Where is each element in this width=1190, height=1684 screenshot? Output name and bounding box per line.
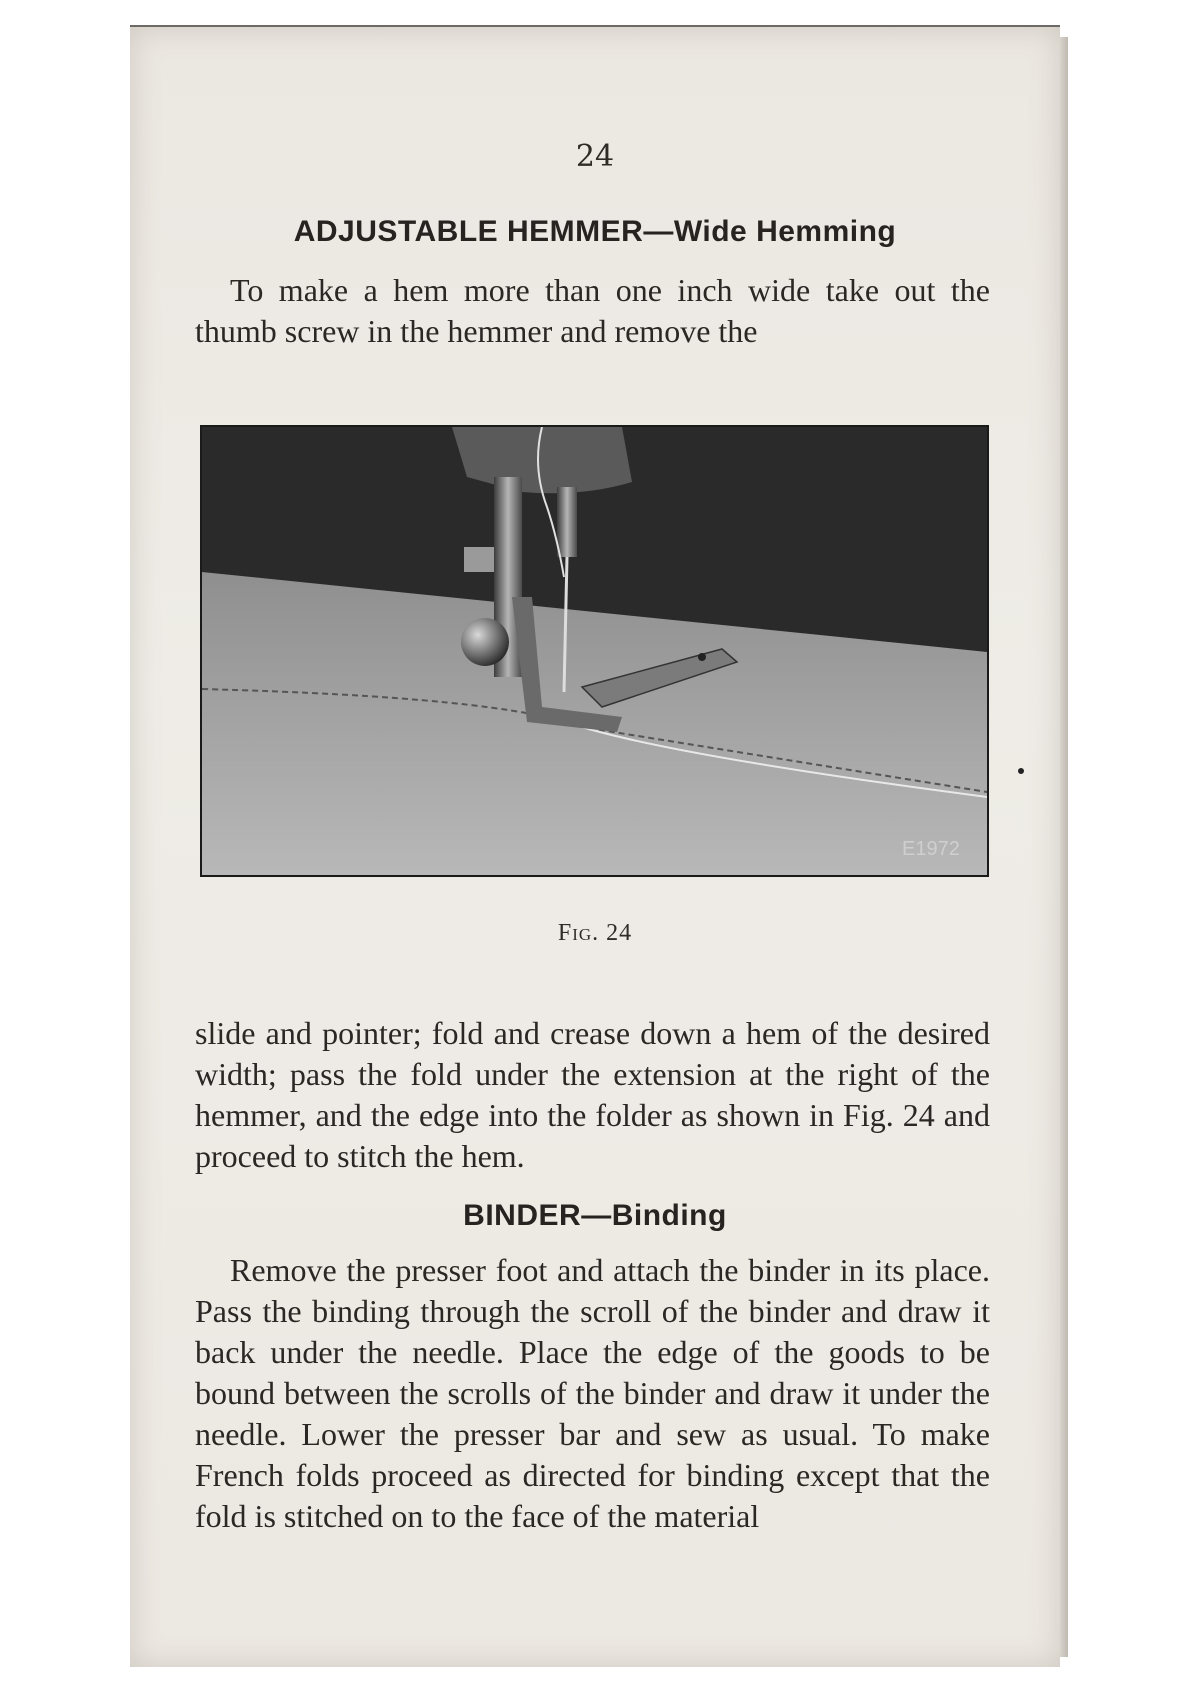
paragraph-hemmer-continued: slide and pointer; fold and crease down a hem of the desired width; pass the fold under the extension at the right of the hemmer, and the edge into the folder as shown in Fig. 24 and proceed to stitch the hem. — [195, 1015, 990, 1174]
heading-dash: — — [581, 1199, 612, 1232]
heading-dash: — — [643, 215, 674, 248]
needle-bar — [557, 487, 577, 557]
extension-screw — [698, 653, 706, 661]
page-edge — [1060, 37, 1068, 1657]
heading-main: BINDER — [463, 1199, 582, 1232]
heading-main: ADJUSTABLE HEMMER — [293, 215, 644, 248]
heading-sub: Binding — [611, 1199, 727, 1232]
book-page — [130, 25, 1060, 1667]
paragraph-binder: Remove the presser foot and attach the binder in its place. Pass the binding through the scroll of the binder and draw it back under the needle. Place the edge of the goods to be bound between the scrolls of the binder and draw it under the needle. Lower the presser bar and sew as usual. To make French folds proceed as directed for binding except that the fold is stitched on to the face of the material — [195, 1252, 990, 1534]
caption-number: 24 — [606, 920, 633, 946]
caption-label: Fig. — [557, 920, 600, 946]
figure-caption — [130, 920, 1060, 947]
plate-mark: E1972 — [902, 838, 960, 860]
page-speck — [1018, 768, 1024, 774]
section-heading-binder — [130, 1199, 1060, 1233]
hemmer-illustration — [202, 427, 987, 875]
thumb-screw-knob — [461, 618, 509, 666]
heading-sub: Wide Hemming — [673, 215, 897, 248]
page-number: 24 — [575, 139, 615, 174]
figure-sewing-machine-hemmer — [200, 425, 989, 877]
section-heading-adjustable-hemmer — [130, 215, 1060, 249]
presser-clamp — [464, 547, 494, 572]
paragraph-hemmer-intro: To make a hem more than one inch wide take out the thumb screw in the hemmer and remove the — [195, 272, 990, 349]
